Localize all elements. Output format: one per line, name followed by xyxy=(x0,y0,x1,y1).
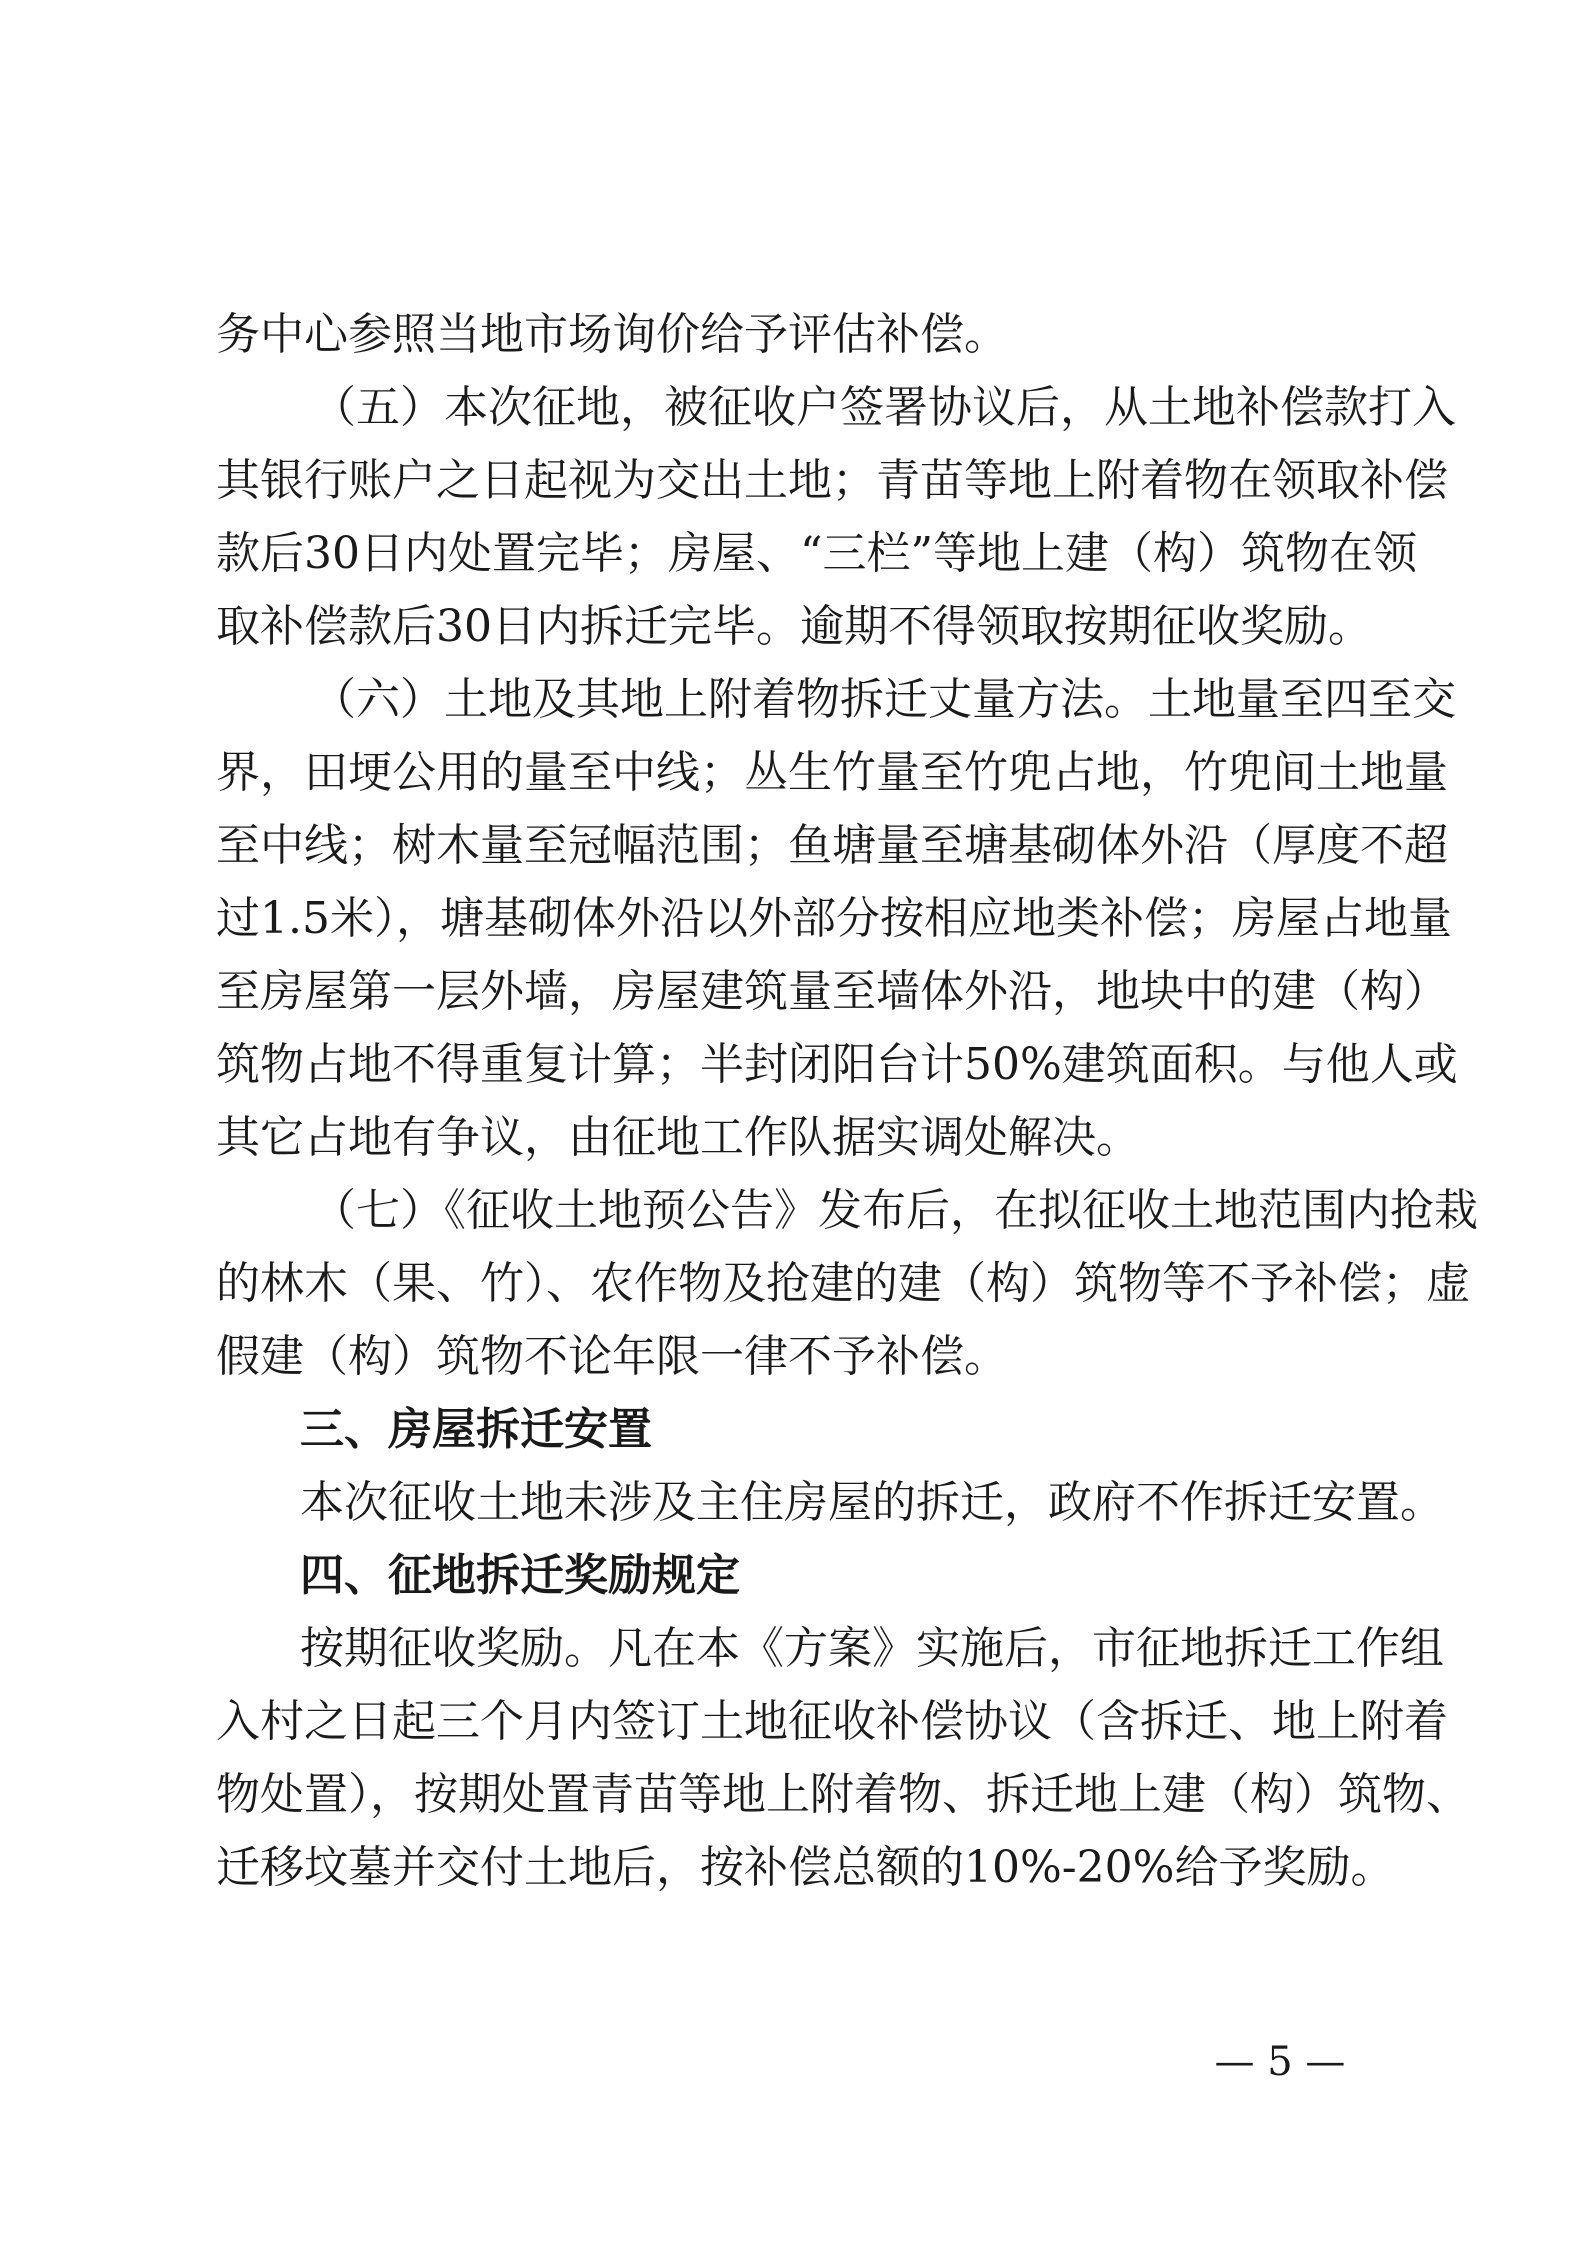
text-line-22: 迁移坟墓并交付土地后，按补偿总额的10%-20%给予奖励。 xyxy=(216,1842,1395,1893)
text-line-1: 务中心参照当地市场询价给予评估补偿。 xyxy=(216,309,1008,360)
text-line-4: 款后30日内处置完毕；房屋、“三栏”等地上建（构）筑物在领 xyxy=(216,528,1417,579)
text-line-21: 物处置），按期处置青苗等地上附着物、拆迁地上建（构）筑物、 xyxy=(216,1769,1470,1820)
section-heading-4: 四、征地拆迁奖励规定 xyxy=(300,1550,740,1601)
text-line-19: 按期征收奖励。凡在本《方案》实施后，市征地拆迁工作组 xyxy=(300,1623,1444,1674)
text-line-7: 界，田埂公用的量至中线；丛生竹量至竹兜占地，竹兜间土地量 xyxy=(216,747,1448,798)
text-line-14: 的林木（果、竹）、农作物及抢建的建（构）筑物等不予补偿；虚 xyxy=(216,1258,1470,1309)
text-line-9: 过1.5米），塘基砌体外沿以外部分按相应地类补偿；房屋占地量 xyxy=(216,893,1452,944)
text-line-5: 取补偿款后30日内拆迁完毕。逾期不得领取按期征收奖励。 xyxy=(216,601,1372,652)
text-line-8: 至中线；树木量至冠幅范围；鱼塘量至塘基砌体外沿（厚度不超 xyxy=(216,820,1448,871)
text-line-13: （七）《征收土地预公告》发布后，在拟征收土地范围内抢栽 xyxy=(312,1185,1478,1236)
page-number: — 5 — xyxy=(1214,2039,1346,2085)
text-line-6: （六）土地及其地上附着物拆迁丈量方法。土地量至四至交 xyxy=(312,674,1456,725)
section-heading-3: 三、房屋拆迁安置 xyxy=(300,1404,652,1455)
text-line-2: （五）本次征地，被征收户签署协议后，从土地补偿款打入 xyxy=(312,382,1456,433)
text-line-10: 至房屋第一层外墙，房屋建筑量至墙体外沿，地块中的建（构） xyxy=(216,966,1448,1017)
text-line-17: 本次征收土地未涉及主住房屋的拆迁，政府不作拆迁安置。 xyxy=(300,1477,1444,1528)
text-line-3: 其银行账户之日起视为交出土地；青苗等地上附着物在领取补偿 xyxy=(216,455,1448,506)
text-line-15: 假建（构）筑物不论年限一律不予补偿。 xyxy=(216,1331,1008,1382)
text-line-20: 入村之日起三个月内签订土地征收补偿协议（含拆迁、地上附着 xyxy=(216,1696,1448,1747)
text-line-12: 其它占地有争议，由征地工作队据实调处解决。 xyxy=(216,1112,1140,1163)
text-line-11: 筑物占地不得重复计算；半封闭阳台计50%建筑面积。与他人或 xyxy=(216,1039,1458,1090)
